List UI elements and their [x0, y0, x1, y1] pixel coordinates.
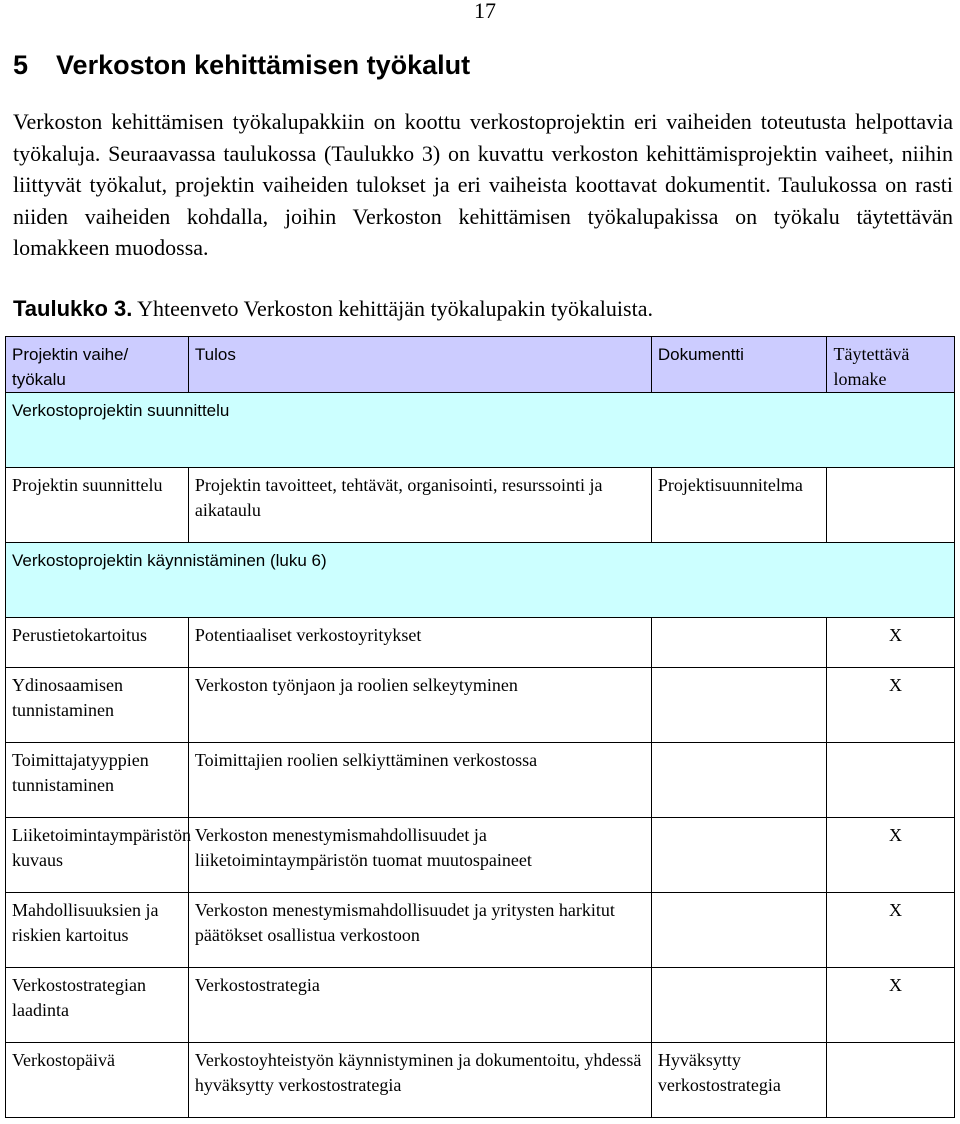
- tool-cell: Projektin suunnittelu: [6, 468, 189, 543]
- result-cell: Verkoston menestymismahdollisuudet ja yritysten harkitut päätökset osallistua verkostoon: [188, 893, 651, 968]
- table-row: [6, 468, 955, 543]
- form-mark-cell: X: [827, 668, 955, 743]
- table-row: [6, 668, 955, 743]
- phase-row: [6, 543, 955, 618]
- document-cell: [651, 668, 827, 743]
- form-mark-cell: X: [827, 818, 955, 893]
- header-result: Tulos: [188, 337, 651, 393]
- phase-row: [6, 393, 955, 468]
- form-mark-cell: X: [827, 968, 955, 1043]
- tool-cell: Verkostopäivä: [6, 1043, 189, 1118]
- form-mark-cell: X: [827, 893, 955, 968]
- form-mark-cell: X: [827, 618, 955, 668]
- tool-cell: Ydinosaamisen tunnistaminen: [6, 668, 189, 743]
- section-number: 5: [13, 50, 29, 80]
- section-heading: [13, 50, 470, 81]
- document-cell: [651, 818, 827, 893]
- page-number: 17: [474, 0, 496, 23]
- table-caption: [13, 296, 653, 322]
- document-cell: Projektisuunnitelma: [651, 468, 827, 543]
- tools-table: [5, 336, 955, 1118]
- document-cell: [651, 743, 827, 818]
- table-caption-text: Yhteenveto Verkoston kehittäjän työkalupakin työkaluista.: [132, 296, 653, 321]
- phase-label: Verkostoprojektin käynnistäminen (luku 6): [6, 543, 955, 618]
- result-cell: Verkostoyhteistyön käynnistyminen ja dokumentoitu, yhdessä hyväksytty verkostostrategia: [188, 1043, 651, 1118]
- phase-label: Verkostoprojektin suunnittelu: [6, 393, 955, 468]
- table-row: [6, 893, 955, 968]
- header-document: Dokumentti: [651, 337, 827, 393]
- result-cell: Verkoston työnjaon ja roolien selkeytyminen: [188, 668, 651, 743]
- table-row: [6, 818, 955, 893]
- intro-paragraph: Verkoston kehittämisen työkalupakkiin on koottu verkostoprojektin eri vaiheiden toteutusta helpottavia työkaluja. Seuraavassa taulukossa (Taulukko 3) on kuvattu verkoston kehittämisprojektin vaiheet, niihin liittyvät työkalut, projektin vaiheiden tulokset ja eri vaiheista koottavat dokumentit. Taulukossa on rasti niiden vaiheiden kohdalla, joihin Verkoston kehittämisen työkalupakissa on työkalu täytettävän lomakkeen muodossa.: [13, 109, 953, 260]
- header-phase: Projektin vaihe/ työkalu: [6, 337, 189, 393]
- table-row: [6, 618, 955, 668]
- document-cell: [651, 618, 827, 668]
- tool-cell: Liiketoimintaympäristön kuvaus: [6, 818, 189, 893]
- table-row: [6, 968, 955, 1043]
- table-header-row: [6, 337, 955, 393]
- document-cell: Hyväksytty verkostostrategia: [651, 1043, 827, 1118]
- form-mark-cell: [827, 468, 955, 543]
- header-form: Täytettävä lomake: [827, 337, 955, 393]
- document-cell: [651, 893, 827, 968]
- table-row: [6, 743, 955, 818]
- result-cell: Toimittajien roolien selkiyttäminen verkostossa: [188, 743, 651, 818]
- result-cell: Verkostostrategia: [188, 968, 651, 1043]
- result-cell: Potentiaaliset verkostoyritykset: [188, 618, 651, 668]
- form-mark-cell: [827, 743, 955, 818]
- table-caption-label: Taulukko 3.: [13, 296, 133, 321]
- form-mark-cell: [827, 1043, 955, 1118]
- section-title: Verkoston kehittämisen työkalut: [56, 50, 471, 80]
- tool-cell: Verkostostrategian laadinta: [6, 968, 189, 1043]
- table-body: [6, 393, 955, 1118]
- table-row: [6, 1043, 955, 1118]
- tool-cell: Toimittajatyyppien tunnistaminen: [6, 743, 189, 818]
- tool-cell: Perustietokartoitus: [6, 618, 189, 668]
- result-cell: Projektin tavoitteet, tehtävät, organisointi, resurssointi ja aikataulu: [188, 468, 651, 543]
- document-cell: [651, 968, 827, 1043]
- result-cell: Verkoston menestymismahdollisuudet ja liiketoimintaympäristön tuomat muutospaineet: [188, 818, 651, 893]
- tool-cell: Mahdollisuuksien ja riskien kartoitus: [6, 893, 189, 968]
